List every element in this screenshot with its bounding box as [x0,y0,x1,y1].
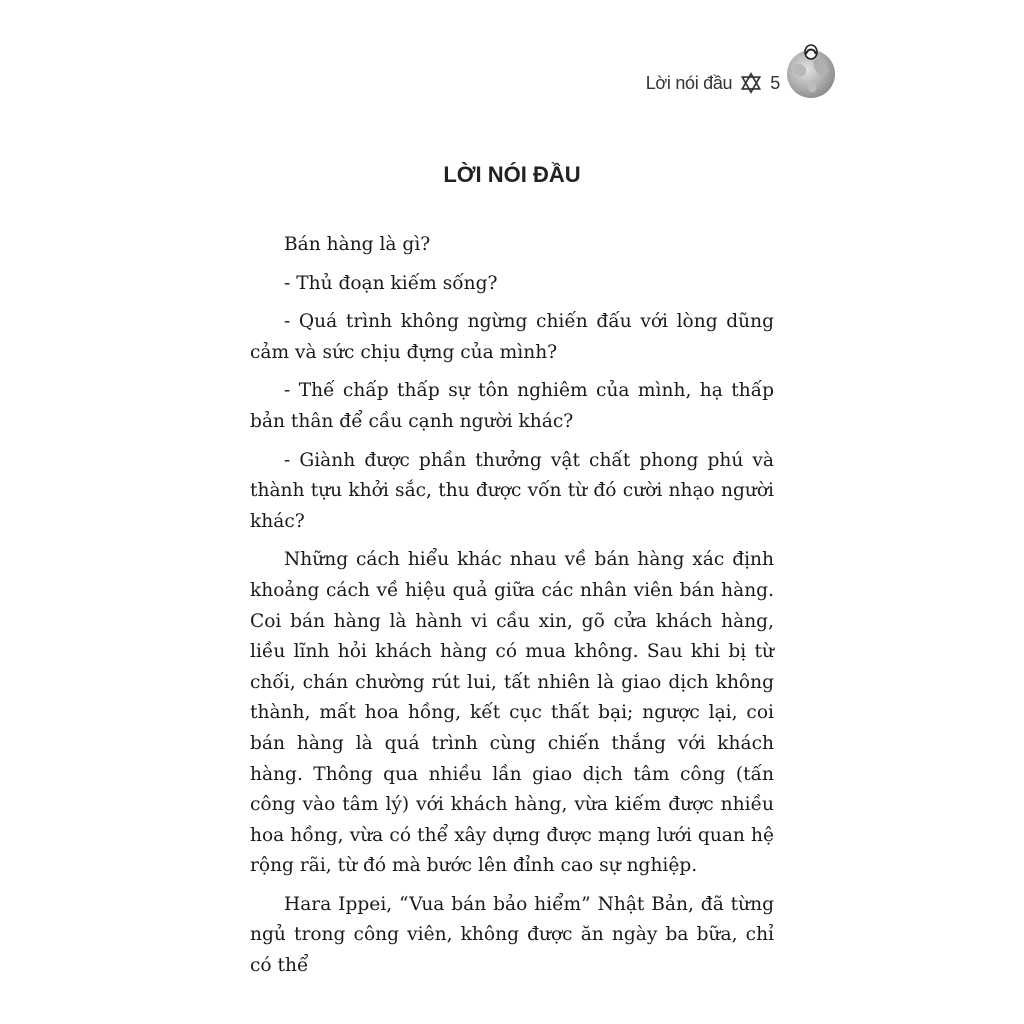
paragraph: - Thủ đoạn kiếm sống? [284,272,498,294]
paragraph: Những cách hiểu khác nhau về bán hàng xác định khoảng cách về hiệu quả giữa các nhân viên bán hàng. Coi bán hàng là hành vi cầu xin, gõ cửa khách hàng, liều lĩnh hỏi khách hàng có mua không. Sau khi bị từ chối, chán chường rút lui, tất nhiên là giao dịch không thành, mất hoa hồng, kết cục thất bại; ngược lại, coi bán hàng là quá trình cùng chiến thắng với khách hàng. Thông qua nhiều lần giao dịch tâm công (tấn công vào tâm lý) với khách hàng, vừa kiếm được nhiều hoa hồng, vừa có thể xây dựng được mạng lưới quan hệ rộng rãi, từ đó mà bước lên đỉnh cao sự nghiệp. [250,549,774,877]
paragraph: - Thế chấp thấp sự tôn nghiêm của mình, hạ thấp bản thân để cầu cạnh người khác? [250,380,774,432]
paragraph: Hara Ippei, “Vua bán bảo hiểm” Nhật Bản, đã từng ngủ trong công viên, không được ăn ngày ba bữa, chỉ có thể [250,893,774,977]
body-text [250,230,774,990]
paragraph: Bán hàng là gì? [284,234,431,255]
page-number: 5 [770,72,780,93]
running-title: Lời nói đầu [645,72,733,93]
globe-icon [784,42,838,100]
paragraph: - Quá trình không ngừng chiến đấu với lòng dũng cảm và sức chịu đựng của mình? [250,311,774,363]
star-of-david-icon [740,72,762,94]
paragraph: - Giành được phần thưởng vật chất phong phú và thành tựu khởi sắc, thu được vốn từ đó cười nhạo người khác? [250,449,774,532]
chapter-title: LỜI NÓI ĐẦU [443,162,581,187]
running-header [600,72,780,94]
